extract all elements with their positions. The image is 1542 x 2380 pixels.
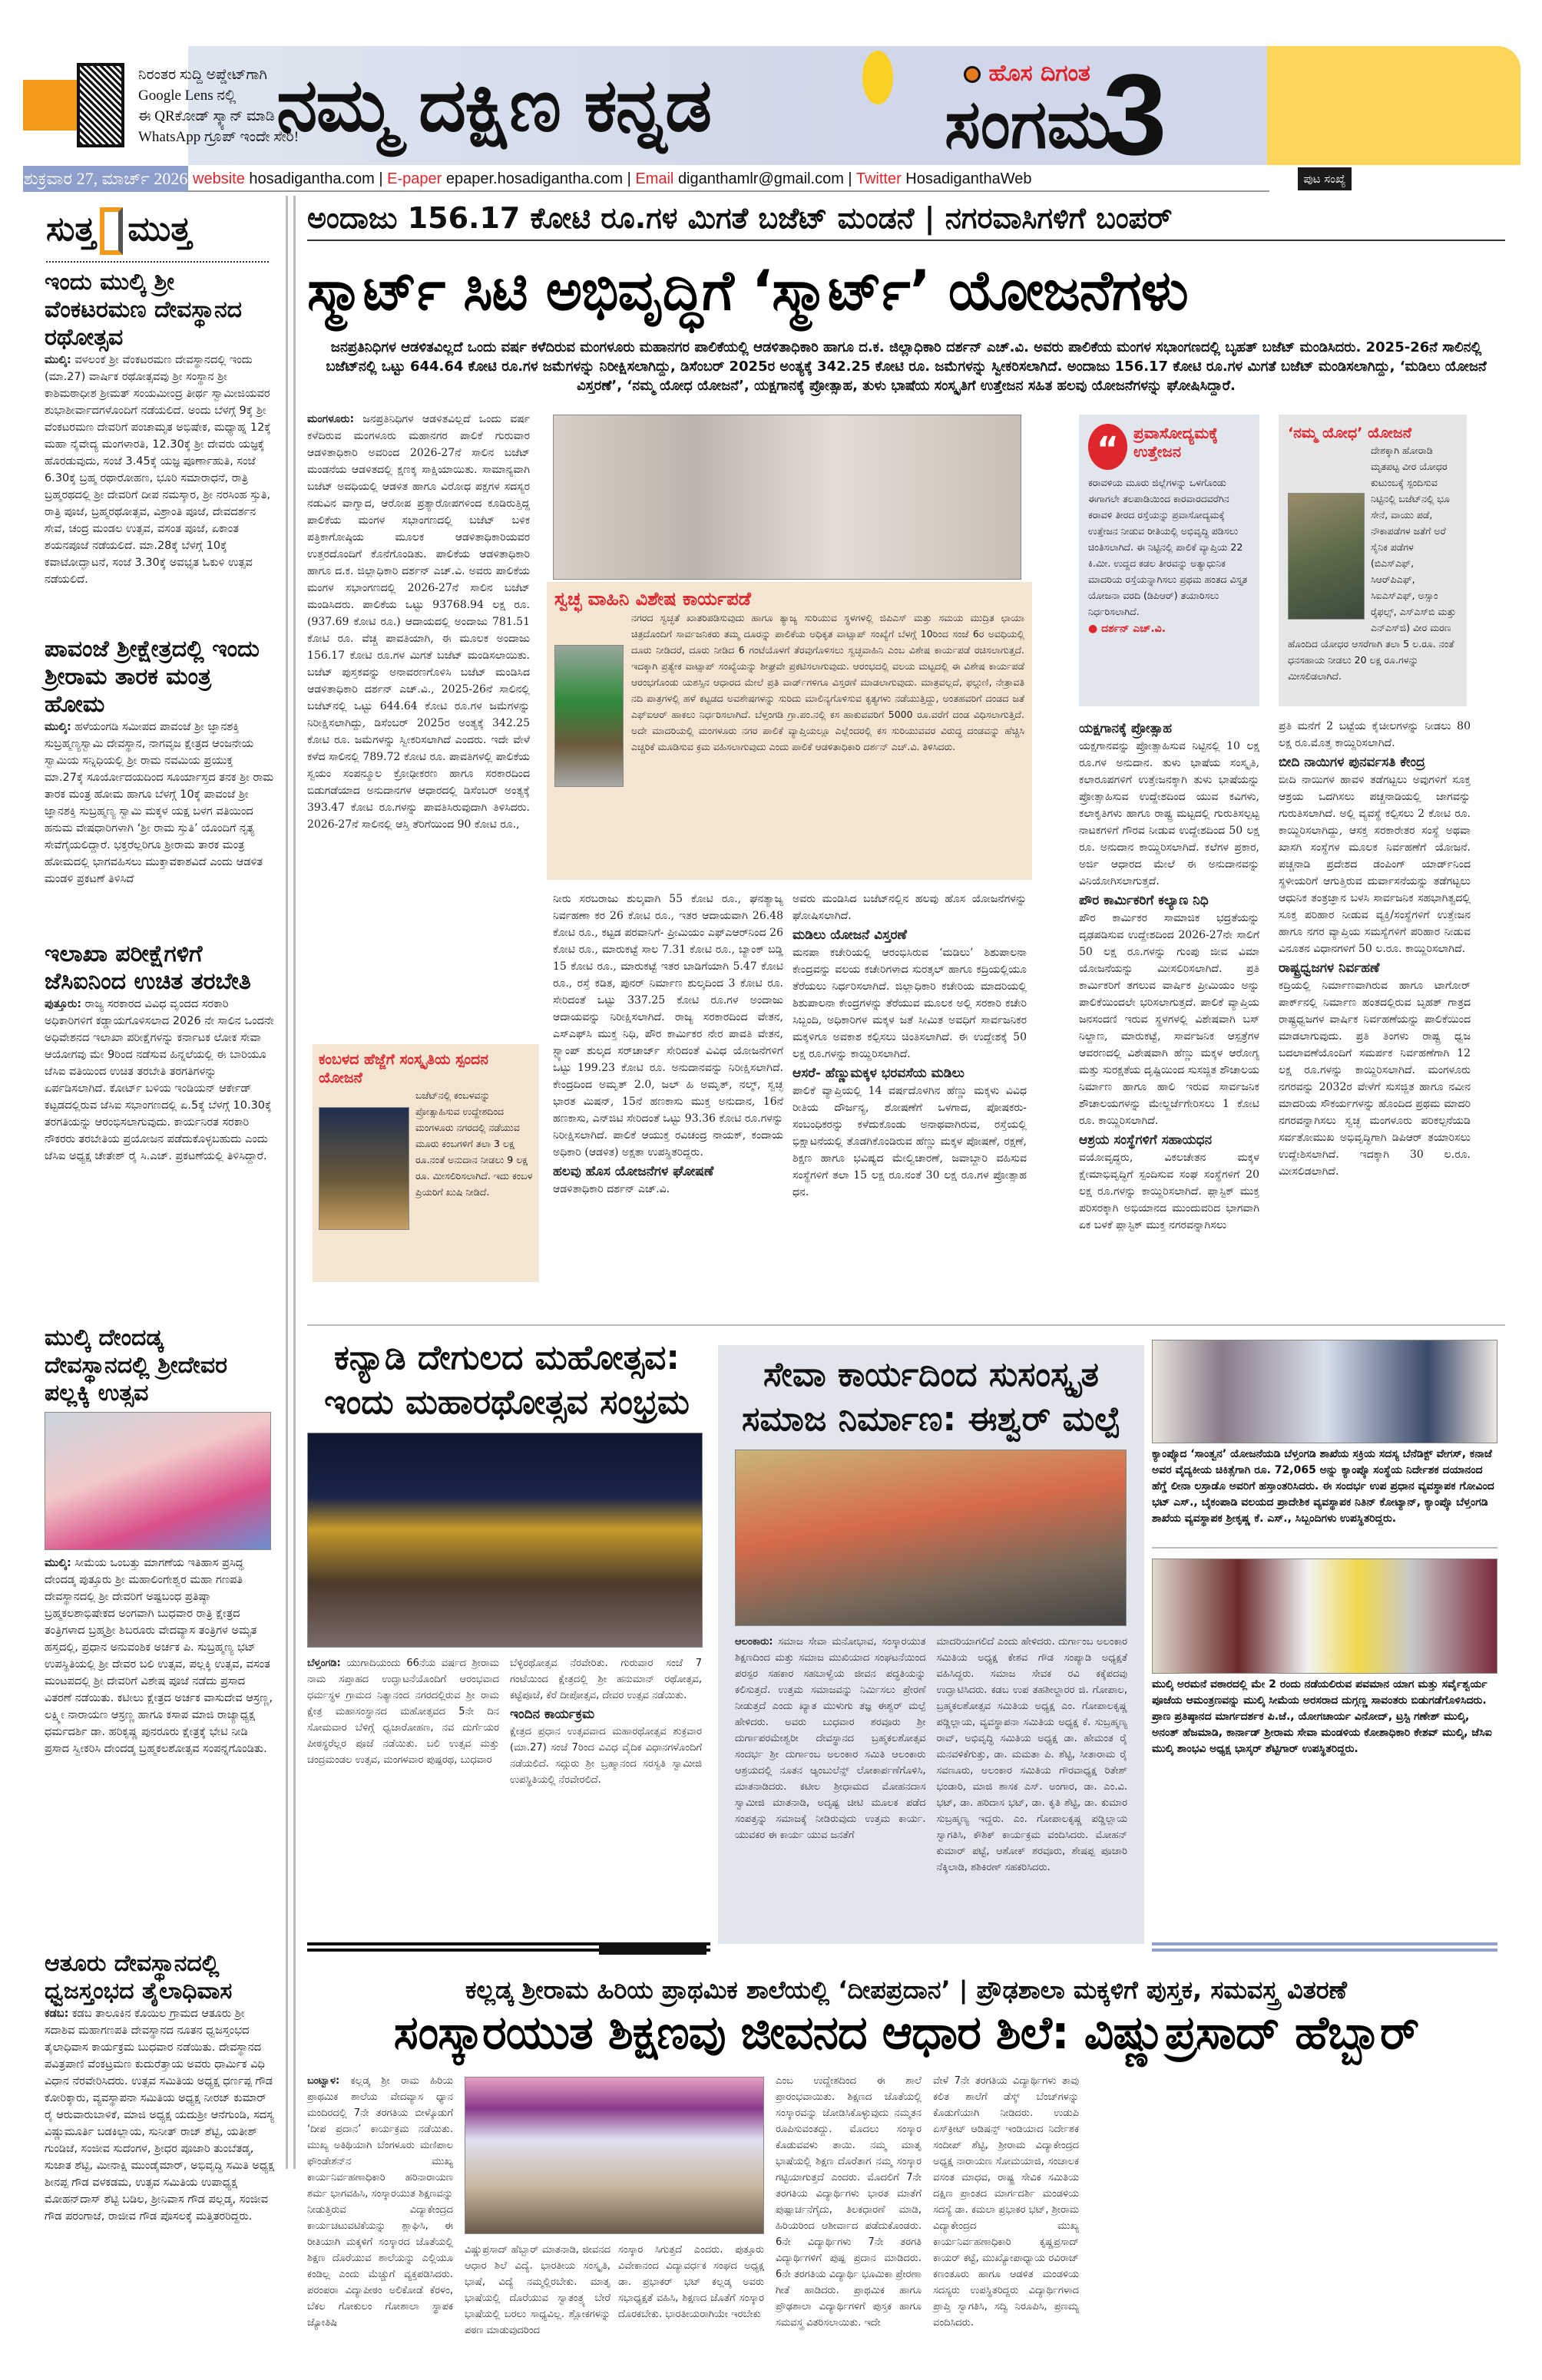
- section-title-left: ಸುತ್ತ: [46, 210, 96, 249]
- whatsapp-qr-code-icon[interactable]: [77, 63, 124, 147]
- sidebar-story: [45, 269, 275, 588]
- divider: [307, 240, 1505, 241]
- box-header: [1088, 424, 1250, 470]
- divider: [1152, 1547, 1497, 1549]
- story-body: ಕದ್ರಿಯಲ್ಲಿ ನಿರ್ಮಾಣವಾಗಿರುವ ಹಾಗೂ ಟಾಗೋರ್ ಪಾರ್ಕ್‌ನಲ್ಲಿ ನಿರ್ಮಾಣ ಹಂತದಲ್ಲಿರುವ ಬೃಹತ್ ಗಾತ್ರದ ರಾಷ್ಟ್ರಧ್ವಜಗಳ ವಾರ್ಷಿಕ ನಿರ್ವಹಣೆಯನ್ನು ಪಾಲಿಕೆಯಿಂದ ಮಾಡಲಾಗುವುದು. ಪ್ರತಿ ತಿಂಗಳು ರಾಷ್ಟ್ರ ಧ್ವಜ ಬದಲಾವಣೆಯೊಂದಿಗೆ ಸಮರ್ಪಕ ನಿರ್ವಹಣೆಗಾಗಿ 12 ಲಕ್ಷ ರೂ.ಗಳನ್ನು ಕಾಯ್ದಿರಿಸಲಾಗಿದೆ. ಮಂಗಳೂರು ನಗರವನ್ನು 2032ರ ವೇಳೆಗೆ ಸುಸಜ್ಜಿತ ಹಾಗೂ ನವೀನ ಮಾದರಿಯ ಸೌಕರ್ಯಗಳನ್ನು ಹೊಂದಿದ ಪ್ರಥಮ ಮಾದರಿ ನಗರವನ್ನಾಗಿಸಲು ಸ್ವಚ್ಛ ಮಂಗಳೂರು ಪರಿಕಲ್ಪನೆಯಡಿ ಸರ್ವತೋಮುಖ ಅಭಿವೃದ್ಧಿಗಾಗಿ ಡಿಪಿಆರ್ ತಯಾರಿಸಲು ಉದ್ದೇಶಿಸಲಾಗಿದೆ. ಇದಕ್ಕಾಗಿ 30 ಲ.ರೂ. ಮೀಸಲಿಡಲಾಗಿದೆ.: [1279, 980, 1471, 1178]
- story-body: ಪ್ರತಿ ಮನೆಗೆ 2 ಬಟ್ಟೆಯ ಕೈಚೀಲಗಳನ್ನು ನೀಡಲು 80 ಲಕ್ಷ ರೂ.ಮೊತ್ತ ಕಾಯ್ದಿರಿಸಲಾಗಿದೆ.: [1279, 720, 1471, 749]
- qr-instructions: [138, 64, 299, 147]
- door-icon: [100, 207, 123, 255]
- story-body: ವಳಲಂಕೆ ಶ್ರೀ ವೆಂಕಟರಮಣ ದೇವಸ್ಥಾನದಲ್ಲಿ ಇಂದು (ಮಾ.27) ವಾರ್ಷಿಕ ರಥೋತ್ಸವವು ಶ್ರೀ ಸಂಸ್ಥಾನ ಶ್ರೀ ಕಾಶಿಮಠಾಧೀಶ ಶ್ರೀಮತ್ ಸಂಯಮೀಂದ್ರ ತೀರ್ಥ ಸ್ವಾಮೀಜಿಯವರ ಶುಭಾಶೀರ್ವಾದಗಳೊಂದಿಗೆ ನಡೆಯಲಿದೆ. ಅಂದು ಬೆಳಗ್ಗೆ 9ಕ್ಕೆ ಶ್ರೀ ವೆಂಕಟರಮಣ ದೇವರಿಗೆ ಪಂಚಾಮೃತ ಅಭಿಷೇಕ, ಮಧ್ಯಾಹ್ನ 12ಕ್ಕೆ ಮಹಾ ನೈವೇದ್ಯ ಮಂಗಳಾರತಿ, 12.30ಕ್ಕೆ ಶ್ರೀ ದೇವರು ಯಜ್ಞಕ್ಕೆ ಹೊರಡುವುದು, ಸಂಜೆ 3.45ಕ್ಕೆ ಯಜ್ಞ ಪೂರ್ಣಾಹುತಿ, ಸಂಜೆ 6.30ಕ್ಕೆ ಬ್ರಹ್ಮ ರಥಾರೋಹಣ, ಭೂರಿ ಸಮಾರಾಧನೆ, ರಾತ್ರಿ ಬ್ರಹ್ಮರಥದಲ್ಲಿ ಶ್ರೀ ದೇವರಿಗೆ ದೀಪ ನಮಸ್ಕಾರ, ಶ್ರೀ ನರಸಿಂಹ ಸ್ತುತಿ, ರಾತ್ರಿ ಪೂಜೆ, ಬ್ರಹ್ಮರಥೋತ್ಸವ, ವಿಶ್ರಾಂತಿ ಪೂಜೆ, ದೇವದರ್ಶನ ಸೇವೆ, ಚಂದ್ರ ಮಂಡಲ ಉತ್ಸವ, ವಸಂತ ಪೂಜೆ, ಏಕಾಂತ ಶಯನಪೂಜೆ ನಡೆಯಲಿದೆ. ಮಾ.28ಕ್ಕೆ ಬೆಳಗ್ಗೆ 10ಕ್ಕೆ ಕವಾಟೋದ್ಘಾಟನೆ, ಸಂಜೆ 3.30ಕ್ಕೆ ಅವಭೃತ ಓಕುಳಿ ಉತ್ಸವ ನಡೆಯಲಿದೆ.: [45, 354, 271, 586]
- budget-meeting-photo: [553, 415, 1021, 580]
- subhead: ಹಲವು ಹೊಸ ಯೋಜನೆಗಳ ಘೋಷಣೆ: [553, 1164, 714, 1179]
- subhead: ಪೌರ ಕಾರ್ಮಿಕರಿಗೆ ಕಲ್ಯಾಣ ನಿಧಿ: [1079, 893, 1209, 908]
- photo-story: [1152, 1559, 1497, 1757]
- decorative-stripe: [1152, 1942, 1497, 1955]
- school-column-1: [307, 2073, 453, 2331]
- date-bar: ಶುಕ್ರವಾರ 27, ಮಾರ್ಚ್ 2026: [23, 166, 188, 192]
- story-headline: ಇಂದು ಮುಲ್ಕಿ ಶ್ರೀ ವೆಂಕಟರಮಣ ದೇವಸ್ಥಾನದ ರಥೋತ್ಸವ: [45, 269, 243, 351]
- school-column-2: ವಿಷ್ಣುಪ್ರಸಾದ್ ಹೆಬ್ಬಾರ್ ಮಾತನಾಡಿ, ಜೀವನದ ಆಧಾರ ಶಿಲೆ ವಿದ್ಯೆ. ಭಾರತೀಯ ಸಂಸ್ಕೃತಿ, ಭಾಷೆ, ವಿದ್ಯೆ ನಮ್ಮಲ್ಲಿರಬೇಕು. ಮಾತೃ ಭಾಷೆಯಲ್ಲಿ ದೊರೆಯುವ ಸ್ವಾತಂತ್ರ್ಯ ಬೇರೆ ಭಾಷೆಯಲ್ಲಿ ಬರಲು ಸಾಧ್ಯವಿಲ್ಲ. ಶ್ಲೋಕಗಳನ್ನು ಪಠಣ ಮಾಡುವುದರಿಂದ: [465, 2244, 611, 2336]
- story-body: ಹಳೆಯಂಗಡಿ ಸಮೀಪದ ಪಾವಂಜೆ ಶ್ರೀ ಜ್ಞಾನಶಕ್ತಿ ಸುಬ್ರಹ್ಮಣ್ಯಸ್ವಾಮಿ ದೇವಸ್ಥಾನ, ನಾಗವೃಜ ಕ್ಷೇತ್ರದ ಆಂಜನೇಯ ಸ್ವಾಮಿಯ ಸನ್ನಿಧಿಯಲ್ಲಿ ಶ್ರೀ ರಾಮ ನವಮಿಯ ಪ್ರಯುಕ್ತ ಮಾ.27ಕ್ಕೆ ಸೂರ್ಯೋದಯದಿಂದ ಸೂರ್ಯಾಸ್ತದ ತನಕ ಶ್ರೀ ರಾಮ ತಾರಕ ಮಂತ್ರ ಹೋಮ ಹಾಗೂ ಬೆಳಗ್ಗೆ 10ಕ್ಕೆ ಪಾವಂಜೆ ಶ್ರೀ ಜ್ಞಾನಶಕ್ತಿ ಸುಬ್ರಹ್ಮಣ್ಯ ಸ್ವಾಮಿ ಮಕ್ಕಳ ಯಕ್ಷ ಬಳಗ ವತಿಯಿಂದ ಹನುಮ ವೇಷಧಾರಿಗಳಾಗಿ ‘ಶ್ರೀ ರಾಮ ಸ್ತುತಿ’ ಯೊಂದಿಗೆ ನೃತ್ಯ ಸೇವೆಗೈಯಲಿದ್ದಾರೆ. ಭಕ್ತರೆಲ್ಲರಿಗೂ ಶ್ರೀರಾಮ ತಾರಕ ಮಂತ್ರ ಹೋಮದಲ್ಲಿ ಭಾಗವಹಿಸಲು ಮುಕ್ತಾವಕಾಶವಿದೆ ಎಂದು ಆಡಳಿತ ಮಂಡಳಿ ಪ್ರಕಟಣೆ ತಿಳಿಸಿದೆ: [45, 721, 274, 885]
- box-byline: ● ದರ್ಶನ್ ಎಚ್.ವಿ.: [1088, 623, 1166, 635]
- page-number: 3: [1103, 50, 1167, 179]
- story-body: ಯಕ್ಷಗಾನವನ್ನು ಪ್ರೋತ್ಸಾಹಿಸುವ ನಿಟ್ಟಿನಲ್ಲಿ 10 ಲಕ್ಷ ರೂ.ಗಳ ಅನುದಾನ. ತುಳು ಭಾಷೆಯ ಸಂಸ್ಕೃತಿ, ಕಲಾರೂಪಗಳಿಗೆ ಉತ್ತೇಜನಕ್ಕಾಗಿ ತುಳು ಭಾಷೆಯನ್ನು ಪ್ರೋತ್ಸಾಹಿಸುವ ಉದ್ದೇಶದಿಂದ ಯುವ ಕವಿಗಳು, ಕಲಾಕೃತಿಗಳು ಹಾಗೂ ರಾಷ್ಟ್ರ ಮಟ್ಟದಲ್ಲಿ ಗುರುತಿಸಲ್ಪಟ್ಟ ನಾಟಕಗಳಿಗೆ ಗೌರವ ನೀಡುವ ಉದ್ದೇಶದಿಂದ 50 ಲಕ್ಷ ರೂ. ಅನುದಾನ ಕಾಯ್ದಿರಿಸಲಾಗಿದೆ. ಕಲೆಗಳ ಪ್ರಕಾರ, ಅರ್ಜಿ ಆಧಾರದ ಮೇಲೆ ಈ ಅನುದಾನವನ್ನು ವಿನಿಯೋಗಿಸಲಾಗುತ್ತದೆ.: [1079, 740, 1259, 888]
- story-column: ಮಾದರಿಯಾಗಲಿದೆ ಎಂದು ಹೇಳಿದರು. ದುರ್ಗಾಂಬ ಅಲಂಕಾರ ಸಮಿತಿಯ ಅಧ್ಯಕ್ಷ ಕೇಶವ ಗೌಡ ಸಂಪ್ಯಾಡಿ ಅಧ್ಯಕ್ಷತೆ ವಹಿಸಿದ್ದರು. ಸಮಾಜ ಸೇವಕ ರವಿ ಕಕ್ಕೆಪದವು ಉದ್ಘಾಟಿಸಿದರು. ಕಡಬ ಉಪ ತಹಶೀಲ್ದಾರರ ಜಿ. ಗೋಪಾಲ, ಬ್ರಹ್ಮಕಲಶೋತ್ಸವ ಸಮಿತಿಯ ಅಧ್ಯಕ್ಷ ಎಂ. ಗೋಪಾಲಕೃಷ್ಣ ಪಡ್ಡಿಲ್ಲಾಯ, ವ್ಯವಸ್ಥಾಪನಾ ಸಮಿತಿಯ ಅಧ್ಯಕ್ಷ ಕೆ. ಸುಬ್ರಹ್ಮಣ್ಯ ರಾವ್, ಅಭಿವೃದ್ಧಿ ಸಮಿತಿಯ ಅಧ್ಯಕ್ಷ ಡಾ. ಹೇಮಂತ ರೈ ಮನವಳಿಕೆಗುತ್ತು, ಡಾ. ಮಮತಾ ಪಿ. ಶೆಟ್ಟಿ, ಸೀತಾರಾಮ ರೈ ಸವಣೂರು, ಅಲಂಕಾರ ಸಮಿತಿಯ ಗೌರವಾಧ್ಯಕ್ಷ ರಿತೇಶ್ ಭಂಡಾರಿ, ಮಾಜಿ ಶಾಸಕ ಎಸ್. ಅಂಗಾರ, ಡಾ. ಎಂ.ವಿ. ಭಟ್, ಡಾ. ಹರಿದಾಸ ಭಟ್, ಡಾ. ಕೃತಿ ಶೆಟ್ಟಿ, ಡಾ. ಕುಮಾರ ಸುಬ್ರಹ್ಮಣ್ಯ ಇದ್ದರು. ಎಂ. ಗೋಪಾಲಕೃಷ್ಣ ಪಡ್ಡಿಲ್ಲಾಯ ಸ್ವಾಗತಿಸಿ, ಕೌಶಿಕ್ ಕಾರ್ಯಕ್ರಮ ವಂದಿಸಿದರು. ಮೋಹನ್ ಕುಮಾರ್ ಪಟ್ಟೆ, ಆಶೋಕ್ ಶರವೂರು, ಶೇಷಪ್ಪ ಪೂಜಾರಿ ನೆಕ್ಕಿಲಾಡಿ, ಶಶಿಕಿರಣ್ ಸಹಕರಿಸಿದರು.: [936, 1636, 1127, 1873]
- story-body: ಸಮಾಜ ಸೇವಾ ಮನೋಭಾವ, ಸಂಸ್ಕಾರಯುತ ಶಿಕ್ಷಣದಿಂದ ಮತ್ತು ಸಮಾಜ ಮುಖಿಯಾದ ಸಂಘಟನೆಯಿಂದ ಪರಸ್ಪರ ಸಹಕಾರ ಸಹಬಾಳ್ವೆಯ ಜೀವನ ಪದ್ಧತಿಯನ್ನು ಕಲಿಸುತ್ತದೆ. ಉತ್ತಮ ಸಮಾಜವನ್ನು ನಿರ್ಮಿಸಲು ಪ್ರೇರಣೆ ನೀಡುತ್ತದೆ ಎಂದು ಖ್ಯಾತ ಮುಳುಗು ತಜ್ಞ ಈಶ್ವರ್ ಮಲ್ಪೆ ಹೇಳಿದರು. ಅವರು ಬುಧವಾರ ಶರವೂರು ಶ್ರೀ ದುರ್ಗಾಪರಮೇಶ್ವರೀ ದೇವಸ್ಥಾನದ ಬ್ರಹ್ಮಕಲಶೋತ್ಸವ ಸಂದರ್ಭ ಶ್ರೀ ದುರ್ಗಾಂಬ ಅಲಂಕಾರ ಸಮಿತಿ ಆಲಂಕಾರು ಆಶ್ರಯದಲ್ಲಿ ನೂತನ ಆ್ಯಂಬುಲೆನ್ಸ್ ಲೋಕಾರ್ಪಣೆಗೊಳಿಸಿ, ಮಾತನಾಡಿದರು. ಕಟೀಲ ಶ್ರೀಧಾಮದ ಮೋಹನದಾಸ ಸ್ವಾಮೀಜಿ ಮಾತನಾಡಿ, ಅದೃಷ್ಟ ಚೀಟಿ ಮೂಲಕ ಪಡೆದ ಸಂಪತ್ತನ್ನು ಸಮಾಜಕ್ಕೆ ನೀಡಿರುವುದು ಉತ್ತಮ ಕಾರ್ಯ. ಯುವಕರ ಈ ಕಾರ್ಯ ಯುವ ಜನತೆಗೆ: [735, 1636, 926, 1841]
- story-body: ಸೀಮೆಯ ಒಂಬತ್ತು ಮಾಗಣೆಯ ಇತಿಹಾಸ ಪ್ರಸಿದ್ಧ ದೇಂದಡ್ಕ ಪುತ್ತೂರು ಶ್ರೀ ಮಹಾಲಿಂಗೇಶ್ವರ ಮಹಾ ಗಣಪತಿ ದೇವಸ್ಥಾನದಲ್ಲಿ ಶ್ರೀ ದೇವರಿಗೆ ಅಷ್ಟಬಂಧ ಪ್ರತಿಷ್ಠಾ ಬ್ರಹ್ಮಕಲಶಾಭಿಷೇಕದ ಅಂಗವಾಗಿ ಬುಧವಾರ ರಾತ್ರಿ ಕ್ಷೇತ್ರದ ತಂತ್ರಿಗಳಾದ ಬ್ರಹ್ಮಶ್ರೀ ಶಿಬರೂರು ವೇದವ್ಯಾಸ ತಂತ್ರಿಗಳ ಅಮೃತ ಹಸ್ತದಲ್ಲಿ, ಪ್ರಧಾನ ಅನುವಂಶಿಕ ಅರ್ಚಕ ಪಿ. ಸುಬ್ರಹ್ಮಣ್ಯ ಭಟ್ ಉಪಸ್ಥಿತಿಯಲ್ಲಿ ಶ್ರೀ ದೇವರ ಬಲಿ ಉತ್ಸವ, ಪಲ್ಲಕ್ಕಿ ಉತ್ಸವ, ವಸಂತ ಮಂಟಪದಲ್ಲಿ ಶ್ರೀ ದೇವರಿಗೆ ವಿಶೇಷ ಪೂಜೆ ನಡೆದು ಪ್ರಸಾದ ವಿತರಣೆ ನಡೆಯಿತು. ಕಟೀಲು ಕ್ಷೇತ್ರದ ಅರ್ಚಕ ವಾಸುದೇವ ಆಸ್ರಣ್ಣ, ಲಕ್ಷ್ಮೀ ನಾರಾಯಣ ಆಸ್ರಣ್ಣ ಹಾಗೂ ಕಸಾಪ ಮಾಜಿ ರಾಜ್ಯಾಧ್ಯಕ್ಷ ಧರ್ಮದರ್ಶಿ ಡಾ. ಹರಿಕೃಷ್ಣ ಪುನರೂರು ಕ್ಷೇತ್ರಕ್ಕೆ ಭೇಟಿ ನೀಡಿ ಪ್ರಸಾದ ಸ್ವೀಕರಿಸಿ ದೇಂದಡ್ಕ ಬ್ರಹ್ಮಕಲಶೋತ್ಸವ ಸಂಪನ್ನಗೊಂಡಿತು.: [45, 1557, 273, 1755]
- ambulance-ceremony-photo: [735, 1449, 1127, 1626]
- school-column-3: ಸಂಸ್ಕಾರ ಸಿಗುತ್ತದೆ ಎಂದರು. ಪುತ್ತೂರು ವಿವೇಕಾನಂದ ವಿದ್ಯಾವರ್ಧಕ ಸಂಘದ ಅಧ್ಯಕ್ಷ ಡಾ. ಪ್ರಭಾಕರ್ ಭಟ್ ಕಲ್ಲಡ್ಕ ಅವರು ಸಭಾಧ್ಯಕ್ಷತೆ ವಹಿಸಿ, ಶಿಕ್ಷಣದ ಜೊತೆಗೆ ಸಂಸ್ಕಾರ ದೊರಕಬೇಕು. ಭಾರತೀಯರಾಗಿಯೇ ಇರಬೇಕು: [618, 2244, 764, 2320]
- box-body: ಕರಾವಳಿಯ ಮೂರು ಜಿಲ್ಲೆಗಳನ್ನು ಒಳಗೊಂಡು ಈಗಾಗಲೇ ತಲಪಾಡಿಯಿಂದ ಕಾರವಾರದವರೆಗಿನ ಕರಾವಳಿ ತೀರದ ರಸ್ತೆಯನ್ನು ಪ್ರವಾಸೋದ್ಯಮಕ್ಕೆ ಉತ್ತೇಜನ ನೀಡುವ ರೀತಿಯಲ್ಲಿ ಅಭಿವೃದ್ಧಿ ಪಡಿಸಲು ಚಿಂತಿಸಲಾಗಿದೆ. ಈ ನಿಟ್ಟಿನಲ್ಲಿ ಪಾಲಿಕೆ ವ್ಯಾಪ್ತಿಯ 22 ಕಿ.ಮೀ. ಉದ್ದದ ಕಡಲ ತೀರವನ್ನು ಅತ್ಯಾಧುನಿಕ ಮಾದರಿಯ ರಸ್ತೆಯನ್ನಾಗಿಸಲು ಪ್ರಥಮ ಹಂತದ ವಿಸ್ತೃತ ಯೋಜನಾ ವರದಿ (ಡಿಪಿಆರ್) ತಯಾರಿಸಲು ನಿರ್ಧರಿಸಲಾಗಿದೆ.: [1088, 477, 1248, 617]
- qr-line-4: WhatsApp ಗ್ರೂಪ್ ಇಂದೇ ಸೇರಿ!: [138, 129, 299, 145]
- website-label: website: [193, 170, 245, 187]
- sidebar-story: [45, 1324, 275, 1757]
- subhead: ಆಸರೆ- ಹೆಣ್ಣುಮಕ್ಕಳ ಭರವಸೆಯ ಮಡಿಲು: [793, 1066, 965, 1081]
- twitter-label: Twitter: [855, 170, 902, 187]
- story-body: ಅವರು ಮಂಡಿಸಿದ ಬಜೆಟ್‌ನಲ್ಲಿನ ಹಲವು ಹೊಸ ಯೋಜನೆಗಳನ್ನು ಘೋಷಿಸಲಾಗಿದೆ.: [793, 893, 1027, 922]
- box-title: ಸ್ವಚ್ಛ ವಾಹಿನಿ ವಿಶೇಷ ಕಾರ್ಯಪಡೆ: [554, 588, 751, 610]
- box-body: ನಗರದ ಸ್ವಚ್ಛತೆ ಖಾತರಿಪಡಿಸುವುದು ಹಾಗೂ ತ್ಯಾಜ್ಯ ಸುರಿಯುವ ಸ್ಥಳಗಳಲ್ಲಿ ಜಿಪಿಎಸ್ ಮತ್ತು ಸಮಯ ಮುದ್ರಿತ ಛಾಯಾ ಚಿತ್ರದೊಂದಿಗೆ ಸಾರ್ವಜನಿಕರು ತಮ್ಮ ದೂರನ್ನು ಪಾಲಿಕೆಯ ಅಧಿಕೃತ ವಾಟ್ಸಾಪ್ ಸಂಖ್ಯೆಗೆ ಬೆಳಗ್ಗೆ 10ರಿಂದ ಸಂಜೆ 6ರ ಅವಧಿಯಲ್ಲಿ ದೂರು ನೀಡಿದರೆ, ದೂರು ನೀಡಿದ 6 ಗಂಟೆಯೊಳಗೆ ತೆರವುಗೊಳಿಸಲು ಸ್ವಚ್ಛವಾಹಿನಿ ಎಂಬ ವಿಶೇಷ ಕಾರ್ಯಪಡೆ ರಚಿಸಲಾಗುತ್ತದೆ. ಇದಕ್ಕಾಗಿ ಪ್ರತ್ಯೇಕ ವಾಟ್ಸಾಪ್ ಸಂಖ್ಯೆಯನ್ನು ಶೀಘ್ರವೇ ಪ್ರಕಟಿಸಲಾಗುವುದು. ಆರಂಭದಲ್ಲಿ ವಲಯ ಮಟ್ಟದಲ್ಲಿ ಈ ವಿಶೇಷ ಕಾರ್ಯಪಡೆ ಆರಂಭಗೊಂಡು ಯಶಸ್ಸಿನ ಆಧಾರದ ಮೇಲೆ ಪ್ರತಿ ವಾರ್ಡ್‌ಗಳಿಗೂ ವಿಸ್ತರಣೆ ಮಾಡಲಾಗುವುದು. ಮಾತ್ರವಲ್ಲದೆ, ಫಲ್ಗುಣಿ, ನೇತ್ರಾವತಿ ನದಿ ಪಾತ್ರಗಳಲ್ಲಿ ಹಳೆ ಕಟ್ಟಡದ ಅವಶೇಷಗಳನ್ನು ಸುರಿದು ಮಾಲಿನ್ಯಗೊಳಿಸುವ ಕೃತ್ಯಗಳು ನಡೆಯುತ್ತಿದ್ದು, ಅಂತಹವರಿಗೆ ದಂಡದ ಜತೆ ಎಫ್‌ಐಆರ್ ಹಾಕಲು ನಿರ್ಧರಿಸಲಾಗಿದೆ. ಬೆಳ್ತಂಗಡಿ ಗ್ರಾ.ಪಂ.ನಲ್ಲಿ ಕಸ ಹಾಕುವವರಿಗೆ 5000 ರೂ.ವರೆಗೆ ದಂಡ ವಿಧಿಸಲಾಗುತ್ತಿದೆ. ಅದೇ ಮಾದರಿಯಲ್ಲಿ ಮಂಗಳೂರು ನಗರ ಪಾಲಿಕೆ ವ್ಯಾಪ್ತಿಯಲ್ಲೂ ಎಲ್ಲೆಂದರಲ್ಲಿ ಕಸ ಸುರಿಯುವವರ ವಿರುದ್ಧ ದಂಡವನ್ನು ಹೆಚ್ಚಿಸಿ ಎಚ್ಚರಿಕೆ ಮೂಡಿಸುವ ಕ್ರಮ ವಹಿಸಲಾಗುವುದು ಎಂದು ಪಾಲಿಕೆ ಆಡಳಿತಾಧಿಕಾರಿ ದರ್ಶನ್ ಎಚ್.ವಿ. ತಿಳಿಸಿದರು.: [631, 612, 1024, 752]
- lead-kicker: ಅಂದಾಜು 156.17 ಕೋಟಿ ರೂ.ಗಳ ಮಿಗತೆ ಬಜೆಟ್ ಮಂಡನೆ | ನಗರವಾಸಿಗಳಿಗೆ ಬಂಪರ್: [307, 201, 1173, 235]
- supplement-title: ಸಂಗಮ: [945, 84, 1112, 164]
- email-link[interactable]: diganthamlr@gmail.com: [677, 170, 844, 187]
- dateline: ಮುಲ್ಕಿ:: [45, 354, 71, 366]
- photo-story: [1152, 1340, 1497, 1527]
- nammayodha-box: [1279, 415, 1467, 706]
- photo-caption: ಕ್ಯಾಂಪ್ಕೊದ ‘ಸಾಂತ್ವನ’ ಯೋಜನೆಯಡಿ ಬೆಳ್ತಂಗಡಿ ಶಾಖೆಯ ಸಕ್ರಿಯ ಸದಸ್ಯ ಬೆನೆಡಿಕ್ಟ್ ವೇಗಸ್, ಕನಾಜೆ ಅವರ ವೈದ್ಯಕೀಯ ಚಿಕಿತ್ಸೆಗಾಗಿ ರೂ. 72,065 ಅನ್ನು ಕ್ಯಾಂಪ್ಕೊ ಸಂಸ್ಥೆಯ ನಿರ್ದೇಶಕ ದಯಾನಂದ ಹೆಗ್ಡೆ ಲೀನಾ ಲಸ್ರಾಡೊ ಅವರಿಗೆ ಹಸ್ತಾಂತರಿಸಿದರು. ಈ ಸಂದರ್ಭ ಉಪ ಪ್ರಧಾನ ವ್ಯವಸ್ಥಾಪಕ ಗೋವಿಂದ ಭಟ್ ಎಸ್., ಬೈಕಂಪಾಡಿ ವಲಯದ ಪ್ರಾದೇಶಿಕ ವ್ಯವಸ್ಥಾಪಕ ನಿತಿನ್ ಕೋಟ್ಯಾನ್, ಕ್ಯಾಂಪ್ಕೊ ಬೆಳ್ತಂಗಡಿ ಶಾಖೆಯ ವ್ಯವಸ್ಥಾಪಕ ಶ್ರೀಕೃಷ್ಣ ಕೆ. ಎಸ್., ಸಿಬ್ಬಂದಿಗಳು ಉಪಸ್ಥಿತರಿದ್ದರು.: [1152, 1448, 1494, 1525]
- sidebar-story: [45, 1950, 275, 2225]
- brand-name: ಹೊಸ ದಿಗಂತ: [988, 60, 1090, 87]
- dateline: ಪುತ್ತೂರು:: [45, 998, 82, 1010]
- subhead: ಬೀದಿ ನಾಯಿಗಳ ಪುನರ್ವಸತಿ ಕೇಂದ್ರ: [1279, 755, 1425, 770]
- story-headline: ಕನ್ಯಾಡಿ ದೇಗುಲದ ಮಹೋತ್ಸವ: ಇಂದು ಮಹಾರಥೋತ್ಸವ ಸಂಭ್ರಮ: [324, 1338, 690, 1422]
- story-body: ಕ್ಷೇತ್ರದ ಪ್ರಧಾನ ಉತ್ಸವವಾದ ಮಹಾರಥೋತ್ಸವ ಶುಕ್ರವಾರ (ಮಾ.27) ಸಂಜೆ 7ರಿಂದ ವಿವಿಧ ವೈದಿಕ ವಿಧಾನಗಳೊಂದಿಗೆ ನಡೆಯಲಿದೆ. ಸದ್ಗುರು ಶ್ರೀ ಬ್ರಹ್ಮಾನಂದ ಸರಸ್ವತಿ ಸ್ವಾಮೀಜಿ ಉಪಸ್ಥಿತಿಯಲ್ಲಿ ನೆರವೇರಲಿದೆ.: [510, 1726, 702, 1786]
- sidebar-story: [45, 940, 275, 1165]
- story-body: ಪಾಲಿಕೆ ವ್ಯಾಪ್ತಿಯಲ್ಲಿ 14 ವರ್ಷದೊಳಗಿನ ಹೆಣ್ಣು ಮಕ್ಕಳು ವಿವಿಧ ರೀತಿಯ ದೌರ್ಜನ್ಯ, ಶೋಷಣೆಗೆ ಒಳಗಾದ, ಪೋಷಕರು- ಸಂಬಂಧಿಕರನ್ನು ಕಳೆದುಕೊಂಡು ಅನಾಥವಾಗಿರುವ, ರಸ್ತೆಯಲ್ಲಿ ಭಿಕ್ಷಾಟನೆಯಲ್ಲಿ ತೊಡಗಿಕೊಂಡಿರುವ ಹೆಣ್ಣು ಮಕ್ಕಳ ಪೋಷಣೆ, ರಕ್ಷಣೆ, ಶಿಕ್ಷಣ ಹಾಗೂ ಭವಿಷ್ಯದ ಮೇಲ್ವಿಚಾರಣೆ, ಜವಾಬ್ದಾರಿ ವಹಿಸುವ ಸಂಸ್ಥೆಗಳಿಗೆ ತಲಾ 15 ಲಕ್ಷ ರೂ.ನಂತೆ 30 ಲಕ್ಷ ರೂ.ಗಳ ಪ್ರೋತ್ಸಾಹ ಧನ.: [793, 1085, 1027, 1198]
- lead-column-4: [1079, 718, 1259, 1290]
- twitter-link[interactable]: HosadiganthaWeb: [905, 170, 1032, 187]
- kambala-box: [313, 1044, 539, 1282]
- story-headline: ಇಲಾಖಾ ಪರೀಕ್ಷೆಗಳಿಗೆ ಜೆಸಿಐನಿಂದ ಉಚಿತ ತರಬೇತಿ: [45, 940, 251, 995]
- school-column-5: ವೇಳೆ 7ನೇ ತರಗತಿಯ ವಿದ್ಯಾರ್ಥಿಗಳು ತಾವು ಕಲಿತ ಶಾಲೆಗೆ ಡೆಸ್ಕ್ ಬೆಂಚ್‌ಗಳನ್ನು ಕೊಡುಗೆಯಾಗಿ ನೀಡಿದರು. ಉಡುಪಿ ಏಸ್‌ಕ್ರೀಟ್ ಆಡಿಷನ್ಸ್ ಇಂಡಿಯಾದ ನಿರ್ದೇಶಕ ಸಂದೀಪ್ ಶೆಟ್ಟಿ, ಶ್ರೀರಾಮ ವಿದ್ಯಾಕೇಂದ್ರದ ಅಧ್ಯಕ್ಷ ನಾರಾಯಣ ಸೋಮಯಾಜಿ, ಸಂಚಾಲಕ ವಸಂತ ಮಾಧವ, ರಾಷ್ಟ್ರ ಸೇವಿಕ ಸಮಿತಿಯ ದಕ್ಷಿಣ ಪ್ರಾಂತದ ಮಾರ್ಗದರ್ಶಿ ಮಂಡಳಿಯ ಸದಸ್ಯೆ ಡಾ. ಕಮಲಾ ಪ್ರಭಾಕರ ಭಟ್, ಶ್ರೀರಾಮ ವಿದ್ಯಾಕೇಂದ್ರದ ಮುಖ್ಯ ಕಾರ್ಯನಿರ್ವಹಣಾಧಿಕಾರಿ ಕೃಷ್ಣಪ್ರಸಾದ್ ಕಾಯರ್ ಕಟ್ಟೆ, ಮುಖ್ಯೋಪಾಧ್ಯಾಯ ರವಿರಾಜ್ ಕಣಂತೂರು ಹಾಗೂ ಆಡಳಿತ ಮಂಡಳಿಯ ಸದಸ್ಯರು ಉಪಸ್ಥಿತರಿದ್ದರು ವಿದ್ಯಾರ್ಥಿಗಳಾದ ಪ್ರಾಪ್ತಿ ಸ್ವಾಗತಿಸಿ, ಸದ್ವಿ ನಿರೂಪಿಸಿ, ಪ್ರಣಮ್ಯ ವಂದಿಸಿದರು.: [933, 2075, 1079, 2329]
- lead-column-2: [553, 891, 783, 1290]
- dateline: ಮುಲ್ಕಿ:: [45, 1557, 71, 1569]
- qr-line-2: Google Lens ನಲ್ಲಿ: [138, 88, 237, 104]
- box-title: ಪ್ರವಾಸೋದ್ಯಮಕ್ಕೆ ಉತ್ತೇಜನ: [1133, 424, 1218, 461]
- story-body: ಆಡಳಿತಾಧಿಕಾರಿ ದರ್ಶನ್ ಎಚ್.ವಿ.: [553, 1183, 670, 1195]
- quote-icon: “: [1088, 424, 1127, 470]
- photo-caption: ಮುಲ್ಕಿ ಅರಮನೆ ವಠಾರದಲ್ಲಿ ಮೇ 2 ರಂದು ನಡೆಯಲಿರುವ ಪವಮಾನ ಯಾಗ ಮತ್ತು ಸರ್ವೈಶ್ವರ್ಯ ಪೂಜೆಯ ಆಮಂತ್ರಣವನ್ನು ಮುಲ್ಕಿ ಸೀಮೆಯ ಅರಸರಾದ ದುಗ್ಗಣ್ಣ ಸಾವಂತರು ಬಿಡುಗಡೆಗೊಳಿಸಿದರು. ಪ್ರಾಣ ಪ್ರತಿಷ್ಠಾನದ ಮಾರ್ಗದರ್ಶಕ ಪಿ.ಜೆ., ಯೋಗಚಾರ್ಯ ವಿನೋದ್, ಟ್ರಸ್ಟಿ ಗಣೇಶ್ ಮುಲ್ಕಿ, ಅನಂತ್ ಹೆಜಮಾಡಿ, ಕಾರ್ನಾಡ್ ಶ್ರೀರಾಮ ಸೇವಾ ಮಂಡಳಿಯ ಕೋಶಾಧಿಕಾರಿ ಕೇಶವ್ ಮುಲ್ಕಿ, ಜೆಸಿಐ ಮುಲ್ಕಿ ಶಾಂಭವಿ ಅಧ್ಯಕ್ಷ ಭಾಸ್ಕರ್ ಶೆಟ್ಟಿಗಾರ್ ಉಪಸ್ಥಿತರಿದ್ದರು.: [1152, 1678, 1492, 1755]
- box-title: ‘ನಮ್ಮ ಯೋಧ’ ಯೋಜನೆ: [1288, 425, 1411, 441]
- story-headline: ಮುಲ್ಕಿ ದೇಂದಡ್ಕ ದೇವಸ್ಥಾನದಲ್ಲಿ ಶ್ರೀದೇವರ ಪಲ್ಲಕ್ಕಿ ಉತ್ಸವ: [45, 1324, 227, 1407]
- page-tag: ಪುಟ ಸಂಖ್ಯೆ: [1298, 167, 1352, 190]
- school-column-4: ಎಂಬ ಉದ್ದೇಶದಿಂದ ಈ ಶಾಲೆ ಪ್ರಾರಂಭವಾಯಿತು. ಶಿಕ್ಷಣದ ಜೊತೆಯಲ್ಲಿ ಸಂಸ್ಕಾರವನ್ನು ಜೋಡಿಸಿಕೊಳ್ಳುವುದು ನಮ್ಮತನ ರೂಪಿಸುವಂತದ್ದು. ಮೊದಲು ಸಂಸ್ಕಾರ ಕೊಡುವವಳು ತಾಯಿ. ನಮ್ಮ ಮಾತೃ ಭಾಷೆಯಲ್ಲಿ ಶಿಕ್ಷಣ ದೊರೆತಾಗ ನಮ್ಮ ಸಂಸ್ಕಾರ ಗಟ್ಟಿಯಾಗುತ್ತದೆ ಎಂದರು. ಮೊದಲಿಗೆ 7ನೇ ತರಗತಿಯ ವಿದ್ಯಾರ್ಥಿಗಳು ಭಾರತ ಮಾತೆಗೆ ಪುಷ್ಪಾರ್ಚನೆಗೈದು, ತಿಲಕಧಾರಣೆ ಮಾಡಿ, ಹಿರಿಯರಿಂದ ಆಶೀರ್ವಾದ ಪಡೆದುಕೊಂಡರು. 6ನೇ ವಿದ್ಯಾರ್ಥಿಗಳು 7ನೇ ತರಗತಿ ವಿದ್ಯಾರ್ಥಿಗಳಿಗೆ ಪುಷ್ಪ ಪ್ರದಾನ ಮಾಡಿದರು. 6ನೇ ತರಗತಿಯ ವಿದ್ಯಾರ್ಥಿ ಭೂಮಿಕಾ ಪ್ರೇರಣಾ ಗೀತೆ ಹಾಡಿದರು. ಪ್ರಾಥಮಿಕ ಹಾಗೂ ಪ್ರೌಢಶಾಲಾ ವಿದ್ಯಾರ್ಥಿಗಳಿಗೆ ಪುಸ್ತಕ ಹಾಗೂ ಸಮವಸ್ತ್ರ ವಿತರಿಸಲಾಯಿತು. ಇದೇ: [776, 2075, 922, 2329]
- column-divider: [286, 196, 288, 2169]
- subhead: ಆಶ್ರಯ ಸಂಸ್ಥೆಗಳಿಗೆ ಸಹಾಯಧನ: [1079, 1132, 1213, 1148]
- yellow-circle-decoration: [862, 51, 893, 104]
- story-headline: ಪಾವಂಜೆ ಶ್ರೀಕ್ಷೇತ್ರದಲ್ಲಿ ಇಂದು ಶ್ರೀರಾಮ ತಾರಕ ಮಂತ್ರ ಹೋಮ: [45, 636, 260, 718]
- brand-emblem-icon: [964, 66, 981, 83]
- story-body: ಮನಪಾ ಕಚೇರಿಯಲ್ಲಿ ಆರಂಭಿಸಿರುವ ‘ಮಡಿಲು’ ಶಿಶುಪಾಲನಾ ಕೇಂದ್ರವನ್ನು ವಲಯ ಕಚೇರಿಗಳಾದ ಸುರತ್ಕಲ್ ಹಾಗೂ ಕದ್ರಿಯಲ್ಲಿಯೂ ತೆರೆಯಲು ನಿರ್ಧರಿಸಲಾಗಿದೆ. ಜಿಲ್ಲಾಧಿಕಾರಿ ಕಚೇರಿಯ ಮಾದರಿಯಲ್ಲಿ ಶಿಶುಪಾಲನಾ ಕೇಂದ್ರಗಳನ್ನು ತೆರೆಯುವ ಮೂಲಕ ಅಲ್ಲಿ ಸರಕಾರಿ ಕಚೇರಿ ಸಿಬ್ಬಂದಿ, ಅಧಿಕಾರಿಗಳ ಮಕ್ಕಳ ಜತೆ ಸೀಮಿತ ಅವಧಿಗೆ ಸಾರ್ವಜನಿಕರ ಮಕ್ಕಳಿಗೂ ಅವಕಾಶ ಕಲ್ಪಿಸಲು ಚಿಂತಿಸಲಾಗಿದೆ. ಈ ಉದ್ದೇಶಕ್ಕೆ 50 ಲಕ್ಷ ರೂ.ಗಳನ್ನು ಕಾಯ್ದಿರಿಸಲಾಗಿದೆ.: [793, 947, 1027, 1060]
- dateline: ಬೆಳ್ತಂಗಡಿ:: [307, 1658, 341, 1669]
- masthead-yellow-panel: [1267, 46, 1520, 165]
- lead-column-1: [307, 411, 530, 864]
- tourism-box: [1079, 415, 1259, 706]
- kanyadi-story: [307, 1336, 706, 1788]
- divider: [46, 261, 269, 263]
- qr-line-1: ನಿರಂತರ ಸುದ್ದಿ ಅಪ್ಡೇಟ್‌ಗಾಗಿ: [138, 67, 267, 83]
- temple-festival-photo: [307, 1433, 703, 1648]
- seva-story: [718, 1345, 1144, 1944]
- swachh-vahini-box: [547, 582, 1032, 880]
- box-body: ಬಜೆಟ್‌ನಲ್ಲಿ ಕಂಬಳವನ್ನು ಪ್ರೋತ್ಸಾಹಿಸುವ ಉದ್ದೇಶದಿಂದ ಮಂಗಳೂರು ನಗರದಲ್ಲಿ ನಡೆಯುವ ಮೂರು ಕಂಬಗಳಿಗೆ ತಲಾ 3 ಲಕ್ಷ ರೂ.ನಂತೆ ಅನುದಾನ ನೀಡಲು 9 ಲಕ್ಷ ರೂ. ಮೀಸಲಿರಿಸಲಾಗಿದೆ. ಇದು ಕಂಬಳ ಪ್ರಿಯರಿಗೆ ಖುಷಿ ನೀಡಿದೆ.: [415, 1089, 533, 1198]
- byline-text: ದರ್ಶನ್ ಎಚ್.ವಿ.: [1101, 623, 1166, 635]
- soldier-photo: [1288, 493, 1365, 620]
- column-divider: [293, 196, 296, 2169]
- website-link[interactable]: hosadigantha.com: [249, 170, 375, 187]
- sanitation-worker-photo: [554, 645, 624, 787]
- lead-headline: ಸ್ಮಾರ್ಟ್ ಸಿಟಿ ಅಭಿವೃದ್ಧಿಗೆ ‘ಸ್ಮಾರ್ಟ್’ ಯೋಜನೆಗಳು: [307, 258, 1188, 322]
- decorative-stripe: [599, 1942, 706, 1955]
- lead-column-5: [1279, 718, 1471, 1290]
- lead-deck: ಜನಪ್ರತಿನಿಧಿಗಳ ಆಡಳಿತವಿಲ್ಲದೆ ಒಂದು ವರ್ಷ ಕಳೆದಿರುವ ಮಂಗಳೂರು ಮಹಾನಗರ ಪಾಲಿಕೆಯಲ್ಲಿ ಆಡಳಿತಾಧಿಕಾರಿ ಹಾಗೂ ದ.ಕ. ಜಿಲ್ಲಾಧಿಕಾರಿ ದರ್ಶನ್ ಎಚ್.ವಿ. ಅವರು ಪಾಲಿಕೆಯ ಮಂಗಳ ಸಭಾಂಗಣದಲ್ಲಿ ಬೃಹತ್ ಬಜೆಟ್ ಮಂಡಿಸಿದರು. 2025-26ನೆ ಸಾಲಿನಲ್ಲಿ ಬಜೆಟ್‌ನಲ್ಲಿ ಒಟ್ಟು 644.64 ಕೋಟಿ ರೂ.ಗಳ ಜಮೆಗಳನ್ನು ನಿರೀಕ್ಷಿಸಲಾಗಿದ್ದು, ಡಿಸೆಂಬರ್ 2025ರ ಅಂತ್ಯಕ್ಕೆ 342.25 ಕೋಟಿ ರೂ. ಜಮೆಗಳನ್ನು ಸ್ವೀಕರಿಸಲಾಗಿದೆ. ಅಂದಾಜು 156.17 ಕೋಟಿ ರೂ.ಗಳ ಮಿಗತೆ ಬಜೆಟ್ ಮಂಡಿಸಲಾಗಿದ್ದು, ‘ಮಡಿಲು ಯೋಜನೆ ವಿಸ್ತರಣೆ’, ‘ನಮ್ಮ ಯೋಧ ಯೋಜನೆ’, ಯಕ್ಷಗಾನಕ್ಕೆ ಪ್ರೋತ್ಸಾಹ, ತುಳು ಭಾಷೆಯ ಸಂಸ್ಕೃತಿಗೆ ಉತ್ತೇಜನ ಸಹಿತ ಹಲವು ಯೋಜನೆಗಳನ್ನು ಘೋಷಿಸಿದ್ದಾರೆ.: [326, 339, 1487, 394]
- sidebar-story: [45, 636, 275, 888]
- story-body: ವಯೋವೃದ್ಧರು, ವಿಕಲಚೇತನ ಮಕ್ಕಳ ಕ್ಷೇಮಾಭಿವೃದ್ಧಿಗೆ ಸ್ಪಂದಿಸುವ ಸಂಘ ಸಂಸ್ಥೆಗಳಿಗೆ 20 ಲಕ್ಷ ರೂ.ಗಳನ್ನು ಕಾಯ್ದಿರಿಸಲಾಗಿದೆ. ಪ್ಲಾಸ್ಟಿಕ್ ಮುಕ್ತ ಪರಿಸರಕ್ಕಾಗಿ ಅಭಿಯಾನದ ಮುಂದುವರಿದ ಭಾಗವಾಗಿ ಏಕ ಬಳಕೆ ಪ್ಲಾಸ್ಟಿಕ್ ಮುಕ್ತ ನಗರವನ್ನಾಗಿಸಲು: [1079, 1152, 1259, 1231]
- invitation-release-photo: [1152, 1559, 1497, 1674]
- divider: [307, 1324, 1505, 1326]
- section-logo: [46, 207, 191, 255]
- story-headline: ಸೇವಾ ಕಾರ್ಯದಿಂದ ಸುಸಂಸ್ಕೃತ ಸಮಾಜ ನಿರ್ಮಾಣ: ಈಶ್ವರ್ ಮಲ್ಪೆ: [742, 1355, 1120, 1439]
- story-body: ಕಲ್ಲಡ್ಕ ಶ್ರೀ ರಾಮ ಹಿರಿಯ ಪ್ರಾಥಮಿಕ ಶಾಲೆಯ ವೇದವ್ಯಾಸ ಧ್ಯಾನ ಮಂದಿರದಲ್ಲಿ 7ನೇ ತರಗತಿಯ ಬೀಳ್ಕೊಡುಗೆ ‘ದೀಪ ಪ್ರದಾನ’ ಕಾರ್ಯಕ್ರಮ ನಡೆಯಿತು. ಮುಖ್ಯ ಅತಿಥಿಯಾಗಿ ಬೆಂಗಳೂರು ಮಣಿಪಾಲ ಫೌಂಡೇಶನ್‌ನ ಮುಖ್ಯ ಕಾರ್ಯನಿರ್ವಹಣಾಧಿಕಾರಿ ಹರಿನಾರಾಯಣ ಶರ್ಮ ಭಾಗವಹಿಸಿ, ಸಂಸ್ಕಾರಯುತ ಶಿಕ್ಷಣವನ್ನು ನೀಡುತ್ತಿರುವ ವಿದ್ಯಾಕೇಂದ್ರದ ಕಾರ್ಯಚಟುವಟಿಕೆಯನ್ನು ಶ್ಲಾಘಿಸಿ, ಈ ರೀತಿಯಾಗಿ ಮಕ್ಕಳಿಗೆ ಸಂಸ್ಕಾರದ ಜೊತೆಯಲ್ಲಿ ಶಿಕ್ಷಣ ದೊರೆಯುವ ಶಾಲೆಯನ್ನು ಎಲ್ಲಿಯೂ ಕಂಡಿಲ್ಲ ಎಂದು ಮೆಚ್ಚುಗೆ ವ್ಯಕ್ತಪಡಿಸಿದರು. ಪರಂಪರಾ ವಿದ್ಯಾಪೀಠಂ ಅಲಿಕೋಡೆ ಕೆರಳಂ, ಬೆಕಲ ಗೋಕುಲಂ ಗೋಶಾಲಾ ಸ್ಥಾಪಕ ಜ್ಯೋತಿಷಿ: [307, 2075, 453, 2329]
- box-title: ಕಂಬಳದ ಹೆಜ್ಜೆಗೆ ಸಂಸ್ಕೃತಿಯ ಸ್ಪಂದನ ಯೋಜನೆ: [319, 1051, 488, 1086]
- subhead: ರಾಷ್ಟ್ರಧ್ವಜಗಳ ನಿರ್ವಹಣೆ: [1279, 960, 1380, 976]
- subhead: ಯಕ್ಷಗಾನಕ್ಕೆ ಪ್ರೋತ್ಸಾಹ: [1079, 721, 1172, 736]
- dateline: ಆಲಂಕಾರು:: [735, 1636, 773, 1648]
- contact-bar: website hosadigantha.com | E-paper epaper.hosadigantha.com | Email diganthamlr@gmail.com | Twitter HosadiganthaWeb: [188, 166, 1269, 192]
- story-body: ಬೆಳ್ಳಿರಥೋತ್ಸವ ನೆರವೇರಿತು. ಗುರುವಾರ ಸಂಜೆ 7 ಗಂಟೆಯಿಂದ ಕ್ಷೇತ್ರದಲ್ಲಿ ಶ್ರೀ ಹನುಮಾನ್ ರಥೋತ್ಸವ, ಕಟ್ಟೆಪೂಜೆ, ಕೆರೆ ದೀಪೋತ್ಸವ, ದೇವರ ಉತ್ಸವ ನಡೆಯಿತು.: [510, 1658, 702, 1701]
- qr-line-3: ಈ QRಕೋಡ್ ಸ್ಕ್ಯಾನ್ ಮಾಡಿ: [138, 108, 275, 124]
- lead-column-3: [793, 891, 1027, 1290]
- story-column: [735, 1634, 926, 1876]
- brand-logo: [964, 60, 1090, 87]
- kambala-photo: [319, 1107, 409, 1230]
- story-columns: [307, 1655, 706, 1788]
- story-column: [307, 1655, 499, 1788]
- story-body: ಪೌರ ಕಾರ್ಮಿಕರ ಸಾಮಾಜಿಕ ಭದ್ರತೆಯನ್ನು ದೃಢಪಡಿಸುವ ಉದ್ದೇಶದಿಂದ 2026-27ನೇ ಸಾಲಿಗೆ 50 ಲಕ್ಷ ರೂ.ಗಳನ್ನು ಗುಂಪು ಜೀವ ವಿಮಾ ಯೋಜನೆಯನ್ನು ಮೀಸಲಿರಿಸಲಾಗಿದೆ. ಪ್ರತಿ ಕಾರ್ಮಿಕರಿಗೆ ತಗಲುವ ವಾರ್ಷಿಕ ಪ್ರೀಮಿಯಂ ಅನ್ನು ಪಾಲಿಕೆಯಿಂದಲೇ ಭರಿಸಲಾಗುತ್ತದೆ. ಪಾಲಿಕೆ ವ್ಯಾಪ್ತಿಯ ಜನಸಂದಣಿ ಇರುವ ಸ್ಥಳಗಳಲ್ಲಿ ವಿಶೇಷವಾಗಿ ಬಸ್ ನಿಲ್ದಾಣ, ಮಾರುಕಟ್ಟೆ, ಸಾರ್ವಜನಿಕ ಆಸ್ಪತ್ರೆಗಳ ಆವರಣದಲ್ಲಿ ವಿಶೇಷವಾಗಿ ಹೆಣ್ಣು ಮಕ್ಕಳ ಆರೋಗ್ಯ ಮತ್ತು ಸುರಕ್ಷತೆಯ ದೃಷ್ಟಿಯಿಂದ ಸುಸಜ್ಜಿತ ಶೌಚಾಲಯ ನಿರ್ಮಾಣ ಹಾಗೂ ಹಾಲಿ ಇರುವ ಸಾರ್ವಜನಿಕ ಶೌಚಾಲಯಗಳನ್ನು ಮೇಲ್ದರ್ಜೆಗೇರಿಸಲು 1 ಕೋಟಿ ರೂ. ಕಾಯ್ದಿರಿಸಲಾಗಿದೆ.: [1079, 912, 1259, 1127]
- story-columns: [735, 1634, 1127, 1876]
- palanquin-photo: [45, 1412, 271, 1550]
- story-body: ಕಡಬ ತಾಲೂಕಿನ ಕೊಯಿಲ ಗ್ರಾಮದ ಆತೂರು ಶ್ರೀ ಸದಾಶಿವ ಮಹಾಗಣಪತಿ ದೇವಸ್ಥಾನದ ನೂತನ ಧ್ವಜಸ್ತಂಭದ ತೈಲಾಧಿವಾಸ ಕಾರ್ಯಕ್ರಮ ಬುಧವಾರ ನಡೆಯಿತು. ದೇವಸ್ಥಾನದ ಪವಿತ್ರಪಾಣಿ ವೆಂಕಟ್ರಮಣ ಕುದುರೆತ್ತಾಯ ಅವರು ಧಾರ್ಮಿಕ ವಿಧಿ ವಿಧಾನ ನೆರವೇರಿಸಿದರು. ಉತ್ಸವ ಸಮಿತಿಯ ಅಧ್ಯಕ್ಷ ಧರ್ಣಪ್ಪ ಗೌಡ ಕೋರಿಕ್ಕಾರು, ವ್ಯವಸ್ಥಾಪನಾ ಸಮಿತಿಯ ಅಧ್ಯಕ್ಷ ನೀರಜ್ ಕುಮಾರ್ ರೈ ಆರುವಾರುಬಾಳಿಕೆ, ಮಾಜಿ ಅಧ್ಯಕ್ಷ ಯದುಶ್ರೀ ಆನೆಗುಂಡಿ, ಸದಸ್ಯ ವಿಷ್ಣುಮೂರ್ತಿ ಬಡಕಿಲ್ಲಾಯ, ಸುನೀತ್ ರಾಜ್ ಶೆಟ್ಟಿ, ಯತೀಶ್ ಗುಂಡಿಜೆ, ಸಂಜೀವ ಸುದೆಂಗಳ, ಶ್ರೀಧರ ಪೂಜಾರಿ ತುಂಬೆತಡ್ಕ, ಸುಜಾತ ಶೆಟ್ಟಿ, ಮೀನಾಕ್ಷಿ ಮುಂಡೈಮಾರ್, ಅಭಿವೃದ್ಧಿ ಸಮಿತಿ ಅಧ್ಯಕ್ಷ ಶೀನಪ್ಪ ಗೌಡ ವಳಕಡಮ, ಉತ್ಸವ ಸಮಿತಿಯ ಉಪಾಧ್ಯಕ್ಷ ಮೋಹನ್‌ದಾಸ್ ಶೆಟ್ಟಿ ಬಡಿಲ, ಶ್ರೀನಿವಾಸ ಗೌಡ ಪಲ್ಲಡ್ಕ, ಸಂಜೀವ ಗೌಡ ಪರಂಗಾಜೆ, ರಾಜೀವ ಗೌಡ ಪೊಸಲಕ್ಕೆ ಮತ್ತಿತರರಿದ್ದರು.: [45, 2008, 275, 2223]
- section-title-right: ಮುತ್ತ: [127, 210, 192, 249]
- story-headline: ಆತೂರು ದೇವಸ್ಥಾನದಲ್ಲಿ ಧ್ವಜಸ್ತಂಭದ ತೈಲಾಧಿವಾಸ: [45, 1950, 233, 2005]
- story-body: ರಾಜ್ಯ ಸರಕಾರದ ವಿವಿಧ ವೃಂದದ ಸರಕಾರಿ ಅಧಿಕಾರಿಗಳಿಗೆ ಕಡ್ಡಾಯಗೊಳಿಸಲಾದ 2026 ನೇ ಸಾಲಿನ ಒಂದನೇ ಅಧಿವೇಶನದ ಇಲಾಖಾ ಪರೀಕ್ಷೆಗಳನ್ನು ಕರ್ನಾಟಕ ಲೋಕ ಸೇವಾ ಆಯೋಗವು ಮೇ 9ರಿಂದ ನಡೆಸುವ ಹಿನ್ನಲೆಯಲ್ಲಿ ಈ ಬಾರಿಯೂ ಜೆಸಿಐ ವತಿಯಿಂದ ಉಚಿತ ತರಬೇತಿ ತರಗತಿಗಳನ್ನು ಏರ್ಪಡಿಸಲಾಗಿದೆ. ಕೋರ್ಟ್ ಬಳಿಯ ಇಂಡಿಯನ್ ಆರ್ಕೇಡ್ ಕಟ್ಟಡದಲ್ಲಿರುವ ಜೆಸಿಐ ಸಭಾಂಗಣದಲ್ಲಿ ಏ.5ಕ್ಕೆ ಬೆಳಗ್ಗೆ 10.30ಕ್ಕೆ ತರಗತಿಯನ್ನು ಆರಂಭಿಸಲಾಗುವುದು. ಕಾರ್ಯನಿರತ ಸರಕಾರಿ ನೌಕರರು ತರಬೇತಿಯ ಪ್ರಯೋಜನ ಪಡೆದುಕೊಳ್ಳಬಹುದು ಎಂದು ಜೆಸಿಐ ಅಧ್ಯಕ್ಷ ಚೇತೇಶ್ ರೈ ಸಿ.ಎಚ್. ಪ್ರಕಟಣೆಯಲ್ಲಿ ತಿಳಿಸಿದ್ದಾರೆ.: [45, 998, 274, 1162]
- epaper-label: E-paper: [387, 170, 442, 187]
- story-body: ನೀರು ಸರಬರಾಜು ಶುಲ್ಕವಾಗಿ 55 ಕೋಟಿ ರೂ., ಘನತ್ಯಾಜ್ಯ ನಿರ್ವಹಣಾ ಕರ 26 ಕೋಟಿ ರೂ., ಇತರ ಆದಾಯವಾಗಿ 26.48 ಕೋಟಿ ರೂ., ಕಟ್ಟಡ ಪರವಾನಿಗೆ- ಪ್ರೀಮಿಯಂ ಎಫ್‌ಎಆರ್‌ನಿಂದ 26 ಕೋಟಿ ರೂ., ಮಾರುಕಟ್ಟೆ ಸಾಲ 7.31 ಕೋಟಿ ರೂ., ಬ್ಯಾಂಕ್ ಬಡ್ಡಿ 15 ಕೋಟಿ ರೂ., ಮಾರುಕಟ್ಟೆ ಇತರ ಬಾಡಿಗೆಯಾಗಿ 5.47 ಕೋಟಿ ರೂ., ರಸ್ತೆ ಕಡಿತ, ಪುನರ್ ನಿರ್ಮಾಣ ಶುಲ್ಕದಿಂದ 3 ಕೋಟಿ ರೂ. ಸೇರಿದಂತೆ ಒಟ್ಟು 337.25 ಕೋಟಿ ರೂ.ಗಳ ಅಂದಾಜು ಆದಾಯವನ್ನು ನಿರೀಕ್ಷಿಸಲಾಗಿದೆ. ರಾಜ್ಯ ಸರಕಾರದಿಂದ ವೇತನ, ಎಸ್‌ಎಫ್‌ಸಿ ಮುಕ್ತ ನಿಧಿ, ಪೌರ ಕಾರ್ಮಿಕರ ನೇರ ಪಾವತಿ ವೇತನ, ಸ್ಟ್ಯಾಂಪ್ ಶುಲ್ಕದ ಸರ್‌ಚಾರ್ಜ್ ಸೇರಿದಂತೆ ವಿವಿಧ ಯೋಜನೆಗಳಿಗೆ ಒಟ್ಟು 199.23 ಕೋಟಿ ರೂ. ಅನುದಾನವನ್ನು ನಿರೀಕ್ಷಿಸಲಾಗಿದೆ. ಕೇಂದ್ರದಿಂದ ಅಮೃತ್ 2.0, ಜಲ್ ಹಿ ಅಮೃತ್, ನಲ್ಮ್, ಸ್ವಚ್ಛ ಭಾರತ ಮಿಷನ್, 15ನೆ ಹಣಕಾಸು ಮುಕ್ತ ಅನುದಾನ, 16ನೆ ಹಣಕಾಸು, ಎನ್‌ಜಿಟಿ ಸೇರಿದಂತೆ ಒಟ್ಟು 93.36 ಕೋಟಿ ರೂ.ಗಳನ್ನು ನಿರೀಕ್ಷಿಸಲಾಗಿದೆ. ಪಾಲಿಕೆ ಆಯುಕ್ತ ರವಿಚಂದ್ರ ನಾಯಕ್, ಕಂದಾಯ ಅಧಿಕಾರಿ (ಆಡಳಿತ) ಅಕ್ಷತಾ ಉಪಸ್ಥಿತರಿದ್ದರು.: [553, 893, 783, 1159]
- campco-handover-photo: [1152, 1340, 1497, 1443]
- story-column: [510, 1655, 702, 1788]
- school-headline: ಸಂಸ್ಕಾರಯುತ ಶಿಕ್ಷಣವು ಜೀವನದ ಆಧಾರ ಶಿಲೆ: ವಿಷ್ಣುಪ್ರಸಾದ್ ಹೆಬ್ಬಾರ್: [393, 2006, 1419, 2060]
- subhead: ಇಂದಿನ ಕಾರ್ಯಕ್ರಮ: [510, 1707, 595, 1722]
- box-body: ದೇಶಕ್ಕಾಗಿ ಹೋರಾಡಿ ಮೃತಪಟ್ಟ ವೀರ ಯೋಧರ ಕುಟುಂಬಕ್ಕೆ ಸ್ಪಂದಿಸುವ ನಿಟ್ಟಿನಲ್ಲಿ ಬಜೆಟ್‌ನಲ್ಲಿ ಭೂ ಸೇನೆ, ವಾಯು ಪಡೆ, ನೌಕಾಪಡೆಗಳ ಜತೆಗೆ ಅರೆ ಸೈನಿಕ ಪಡೆಗಳ (ಬಿಎಸ್‌ಎಫ್, ಸಿಆರ್‌ಪಿಎಫ್, ಸಿಐಎಸ್‌ಎಫ್, ಅಸ್ಸಾಂ ರೈಫಲ್ಸ್, ಎಸ್‌ಎಸ್‌ಬಿ ಮತ್ತು ಎನ್‌ಎಸ್‌ಜಿ) ವೀರ ಮರಣ ಹೊಂದಿದ ಯೋಧರ ಆಸರೆಗಾಗಿ ತಲಾ 5 ಲ.ರೂ. ನಂತೆ ಧನಸಹಾಯ ನೀಡಲು 20 ಲಕ್ಷ ರೂ.ಗಳನ್ನು ಮೀಸಲಿಡಲಾಗಿದೆ.: [1288, 445, 1457, 682]
- epaper-link[interactable]: epaper.hosadigantha.com: [445, 170, 624, 187]
- story-body: ಬೀದಿ ನಾಯಿಗಳ ಹಾವಳಿ ತಡೆಗಟ್ಟಲು ಅವುಗಳಿಗೆ ಸೂಕ್ತ ಆಶ್ರಯ ಒದಗಿಸಲು ಪಚ್ಚನಾಡಿಯಲ್ಲಿ ಜಾಗವನ್ನು ಗುರುತಿಸಲಾಗಿದೆ. ಅಲ್ಲಿ ವ್ಯವಸ್ಥೆ ಕಲ್ಪಿಸಲು 2 ಕೋಟಿ ರೂ. ಕಾಯ್ದಿರಿಸಲಾಗಿದ್ದು, ಆಸಕ್ತ ಸರಕಾರೇತರ ಸಂಸ್ಥೆ ಅಥವಾ ಖಾಸಗಿ ಸಂಸ್ಥೆಗಳ ಮೂಲಕ ನಿರ್ವಹಣೆಗೆ ಯೋಜನೆ. ಪಚ್ಚನಾಡಿ ಪ್ರದೇಶದ ಡಂಪಿಂಗ್ ಯಾರ್ಡ್‌ನಿಂದ ಸ್ಥಳೀಯರಿಗೆ ಆಗುತ್ತಿರುವ ದುರ್ವಾಸನೆಯನ್ನು ತಡೆಗಟ್ಟಲು ಆಧುನಿಕ ತಂತ್ರಜ್ಞಾನ ಬಳಸಿ ಸಾರ್ವಜನಿಕ ಸಹಭಾಗಿತ್ವದಲ್ಲಿ ಸೂಕ್ತ ಪರಿಹಾರ ನೀಡುವ ವ್ಯಕ್ತಿ/ಸಂಸ್ಥೆಗಳಿಗೆ ಉತ್ತೇಜನ ಹಾಗೂ ನಗರ ವ್ಯಾಪ್ತಿಯ ಸಮಸ್ಯೆಗಳಿಗೆ ಪರಿಹಾರ ನೀಡುವ ವಿನೂತನ ವಿಧಾನಗಳಿಗೆ 50 ಲ.ರೂ. ಕಾಯ್ದಿರಿಸಲಾಗಿದೆ.: [1279, 774, 1471, 955]
- dateline: ಬಂಟ್ವಾಳ:: [307, 2075, 340, 2087]
- dateline: ಮುಲ್ಕಿ:: [45, 721, 71, 733]
- subhead: ಮಡಿಲು ಯೋಜನೆ ವಿಸ್ತರಣೆ: [793, 927, 907, 943]
- school-kicker: ಕಲ್ಲಡ್ಕ ಶ್ರೀರಾಮ ಹಿರಿಯ ಪ್ರಾಥಮಿಕ ಶಾಲೆಯಲ್ಲಿ ‘ದೀಪಪ್ರದಾನ’ | ಪ್ರೌಢಶಾಲಾ ಮಕ್ಕಳಿಗೆ ಪುಸ್ತಕ, ಸಮವಸ್ತ್ರ ವಿತರಣೆ: [465, 1975, 1347, 2005]
- orange-accent-block: [23, 80, 77, 131]
- page-title: ನಮ್ಮ ದಕ್ಷಿಣ ಕನ್ನಡ: [276, 61, 711, 148]
- email-label: Email: [635, 170, 674, 187]
- dateline: ಕಡಬ:: [45, 2008, 69, 2020]
- story-body: ಜನಪ್ರತಿನಿಧಿಗಳ ಆಡಳಿತವಿಲ್ಲದೆ ಒಂದು ವರ್ಷ ಕಳೆದಿರುವ ಮಂಗಳೂರು ಮಹಾನಗರ ಪಾಲಿಕೆ ಗುರುವಾರ ಆಡಳಿತಾಧಿಕಾರಿ ಅವರಿಂದ 2026-27ನೆ ಸಾಲಿನ ಬಜೆಟ್ ಮಂಡನೆಯ ಆಡಳಿತದಲ್ಲಿ ಕ್ಷಣಕ್ಕ ಸಾಕ್ಷಿಯಾಯಿತು. ಸಾಮಾನ್ಯವಾಗಿ ಬಜೆಟ್ ಅವಧಿಯಲ್ಲಿ ಆಡಳಿತ ಹಾಗೂ ವಿರೋಧ ಪಕ್ಷಗಳ ಸದಸ್ಯರ ನಡುವಿನ ವಾಗ್ವಾದ, ಆರೋಪ ಪ್ರತ್ಯಾರೋಪಗಳಿಂದ ಕೂಡಿರುತ್ತಿದ್ದ ಪಾಲಿಕೆಯ ಮಂಗಳ ಸಭಾಂಗಣದಲ್ಲಿ ಬಜೆಟ್ ಬಳಿಕ ಪತ್ರಿಕಾಗೋಷ್ಠಿಯ ಮೂಲಕ ಆಡಳಿತಾಧಿಕಾರಿಯವರ ಉತ್ತರದೊಂದಿಗೆ ಕೊನೆಗೊಂಡಿತು. ಪಾಲಿಕೆಯ ಆಡಳಿತಾಧಿಕಾರಿ ಹಾಗೂ ದ.ಕ. ಜಿಲ್ಲಾಧಿಕಾರಿ ದರ್ಶನ್ ಎಚ್.ವಿ. ಅವರು ಪಾಲಿಕೆಯ ಮಂಗಳ ಸಭಾಂಗಣದಲ್ಲಿ 2026-27ನೆ ಸಾಲಿನ ಬಜೆಟ್ ಮಂಡಿಸಿದರು. ಪಾಲಿಕೆಯ ಒಟ್ಟು 93768.94 ಲಕ್ಷ ರೂ. (937.69 ಕೋಟಿ ರೂ.) ಆದಾಯದಲ್ಲಿ ಅಂದಾಜು 781.51 ಕೋಟಿ ರೂ. ವೆಚ್ಚ ಪಾವತಿಯಾಗಿ, ಈ ಮೂಲಕ ಅಂದಾಜು 156.17 ಕೋಟಿ ರೂ.ಗಳ ಮಿಗತೆ ಬಜೆಟ್ ಮಂಡಿಸಲಾಯಿತು. ಬಜೆಟ್ ಪುಸ್ತಕವನ್ನು ಅನಾವರಣಗೊಳಿಸಿ ಬಜೆಟ್ ಮಂಡಿಸಿದ ಆಡಳಿತಾಧಿಕಾರಿ ದರ್ಶನ್ ಎಚ್.ವಿ., 2025-26ನೆ ಸಾಲಿನಲ್ಲಿ ಬಜೆಟ್‌ನಲ್ಲಿ ಒಟ್ಟು 644.64 ಕೋಟಿ ರೂ.ಗಳ ಜಮೆಗಳನ್ನು ನಿರೀಕ್ಷಿಸಲಾಗಿದ್ದು, ಡಿಸೆಂಬರ್ 2025ರ ಅಂತ್ಯಕ್ಕೆ 342.25 ಕೋಟಿ ರೂ. ಜಮೆಗಳನ್ನು ಸ್ವೀಕರಿಸಲಾಗಿದೆ ಎಂದರು. ಇದೇ ವೇಳೆ ಕಳೆದ ಸಾಲಿನಲ್ಲಿ 789.72 ಕೋಟಿ ರೂ. ಪಾವತಿಗಳಲ್ಲಿ ಪಾಲಿಕೆಯ ಸ್ವಯಂ ಸಂಪನ್ಮೂಲ ಕ್ರೋಢೀಕರಣ ಹಾಗೂ ಸರಕಾರದಿಂದ ಬಿಡುಗಡೆಯಾದ ಅನುದಾನಗಳ ಆಧಾರದಲ್ಲಿ ಡಿಸೆಂಬರ್ ಅಂತ್ಯಕ್ಕೆ 393.47 ಕೋಟಿ ರೂ.ಗಳನ್ನು ಪಾವತಿಸಿರುವುದಾಗಿ ತಿಳಿಸಿದರು. 2026-27ನೆ ಸಾಲಿನಲ್ಲಿ ಆಸ್ತಿ ತೆರಿಗೆಯಿಂದ 90 ಕೋಟಿ ರೂ.,: [307, 413, 530, 831]
- dateline: ಮಂಗಳೂರು:: [307, 413, 355, 425]
- school-ceremony-photo: [465, 2077, 764, 2234]
- story-body: ಯುಗಾದಿಯಂದು 66ನೆಯ ವರ್ಷದ ಶ್ರೀರಾಮ ನಾಮ ಸಪ್ತಾಹದ ಉದ್ಘಾಟನೆಯೊಂದಿಗೆ ಆರಂಭವಾದ ಧರ್ಮಸ್ಥಳ ಗ್ರಾಮದ ನಿತ್ಯಾನಂದ ನಗರದಲ್ಲಿರುವ ಶ್ರೀ ರಾಮ ಕ್ಷೇತ್ರ ಮಹಾಸಂಸ್ಥಾನದ ಮಹೋತ್ಸವದ 5ನೇ ದಿನ ಸೋಮವಾರ ಬೆಳಿಗ್ಗೆ ಧ್ವಜಾರೋಹಣ, ನವ ದುರ್ಗೆಯರ ಪೀಠಸ್ಥರೆಲ್ಲರ ಪೂಜೆ ನಡೆಯಿತು. ಬಲಿ ಉತ್ಸವ ಮತ್ತು ಚಂದ್ರಮಂಡಲ ಉತ್ಸವ, ಮಂಗಳವಾರ ಪುಷ್ಪರಥ, ಬುಧವಾರ: [307, 1658, 499, 1766]
